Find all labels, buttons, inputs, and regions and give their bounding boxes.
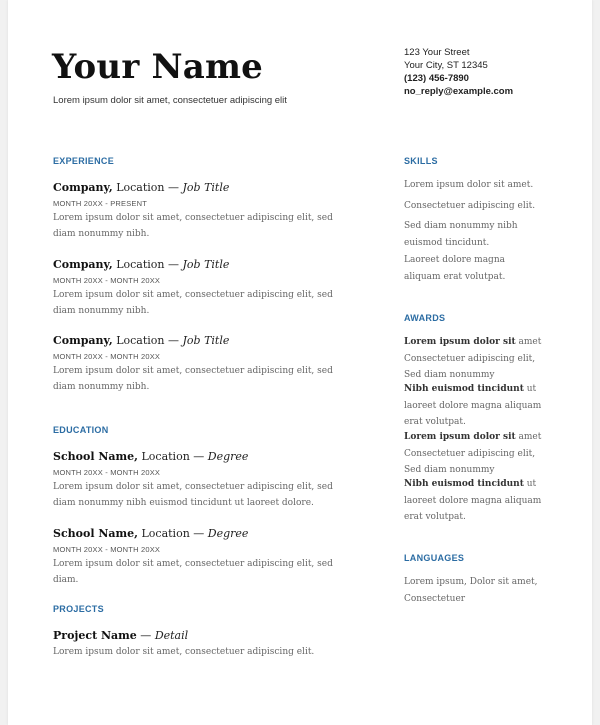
entry-role: Job Title	[182, 181, 230, 194]
entry-dates: MONTH 20XX - MONTH 20XX	[53, 352, 161, 361]
entry-location: Location —	[112, 334, 183, 347]
entry-dates: MONTH 20XX - MONTH 20XX	[53, 468, 161, 477]
entry-org: Company,	[53, 181, 113, 194]
entry-org: School Name,	[53, 450, 138, 463]
entry-org: Company,	[53, 334, 113, 347]
entry-title	[53, 181, 353, 195]
entry-description: Lorem ipsum dolor sit amet, consectetuer adipiscing elit, sed diam nonummy nibh.	[53, 366, 333, 392]
experience-entry	[53, 334, 353, 395]
entry-title	[53, 334, 353, 348]
entry-description: Lorem ipsum dolor sit amet, consectetuer adipiscing elit, sed diam nonummy nibh.	[53, 290, 333, 316]
education-entry	[53, 527, 353, 588]
address-line-1: 123 Your Street	[404, 47, 470, 58]
languages-list: Lorem ipsum, Dolor sit amet, Consectetuer	[404, 577, 538, 604]
award-detail: ut laoreet dolore magna aliquam erat volutpat.	[404, 479, 542, 522]
award-title: Nibh euismod tincidunt	[404, 384, 524, 394]
entry-role: Job Title	[182, 258, 230, 271]
contact-block	[404, 46, 513, 98]
projects-heading: PROJECTS	[53, 604, 104, 614]
award-detail: amet Consectetuer adipiscing elit, Sed diam nonummy	[404, 337, 542, 380]
resume-name: Your Name	[52, 47, 263, 87]
experience-entry	[53, 258, 353, 319]
skill-item: Lorem ipsum dolor sit amet.	[404, 180, 534, 190]
entry-title	[53, 258, 353, 272]
entry-dates: MONTH 20XX - MONTH 20XX	[53, 276, 161, 285]
entry-role: Job Title	[182, 334, 230, 347]
phone-number: (123) 456-7890	[404, 73, 469, 84]
award-title: Lorem ipsum dolor sit	[404, 432, 516, 442]
entry-location: Location —	[137, 450, 208, 463]
award-item	[404, 476, 544, 526]
entry-dates: MONTH 20XX - MONTH 20XX	[53, 545, 161, 554]
entry-description: Lorem ipsum dolor sit amet, consectetuer adipiscing elit, sed diam nonummy nibh.	[53, 213, 333, 239]
entry-role: Degree	[207, 450, 249, 463]
entry-role: Detail	[154, 629, 189, 642]
entry-org: Company,	[53, 258, 113, 271]
award-item	[404, 334, 544, 384]
entry-dates: MONTH 20XX - PRESENT	[53, 199, 148, 208]
project-entry	[53, 629, 353, 660]
resume-tagline: Lorem ipsum dolor sit amet, consectetuer adipiscing elit	[53, 95, 287, 106]
entry-role: Degree	[207, 527, 249, 540]
entry-description: Lorem ipsum dolor sit amet, consectetuer adipiscing elit, sed diam nonummy nibh euismod tincidunt ut laoreet dolore.	[53, 482, 333, 508]
entry-location: Location —	[112, 181, 183, 194]
experience-heading: EXPERIENCE	[53, 156, 115, 166]
entry-title	[53, 527, 353, 541]
award-item	[404, 381, 544, 431]
entry-description: Lorem ipsum dolor sit amet, consectetuer adipiscing elit.	[53, 647, 315, 657]
education-entry	[53, 450, 353, 511]
skills-heading: SKILLS	[404, 156, 438, 166]
award-item	[404, 429, 544, 479]
languages-heading: LANGUAGES	[404, 553, 465, 563]
awards-heading: AWARDS	[404, 313, 446, 323]
education-heading: EDUCATION	[53, 425, 109, 435]
skill-item: Laoreet dolore magna aliquam erat volutpat.	[404, 255, 506, 282]
resume-page	[8, 0, 592, 725]
address-line-2: Your City, ST 12345	[404, 60, 488, 71]
entry-location: Location —	[112, 258, 183, 271]
award-detail: amet Consectetuer adipiscing elit, Sed diam nonummy	[404, 432, 542, 475]
entry-description: Lorem ipsum dolor sit amet, consectetuer adipiscing elit, sed diam.	[53, 559, 333, 585]
skill-item: Consectetuer adipiscing elit.	[404, 201, 536, 211]
entry-location: —	[136, 629, 155, 642]
skill-item: Sed diam nonummy nibh euismod tincidunt.	[404, 221, 518, 248]
award-title: Nibh euismod tincidunt	[404, 479, 524, 489]
entry-location: Location —	[137, 527, 208, 540]
entry-org: School Name,	[53, 527, 138, 540]
award-detail: ut laoreet dolore magna aliquam erat volutpat.	[404, 384, 542, 427]
experience-entry	[53, 181, 353, 242]
email-address: no_reply@example.com	[404, 86, 514, 97]
entry-title	[53, 450, 353, 464]
entry-title	[53, 629, 353, 643]
entry-org: Project Name	[53, 629, 137, 642]
award-title: Lorem ipsum dolor sit	[404, 337, 516, 347]
